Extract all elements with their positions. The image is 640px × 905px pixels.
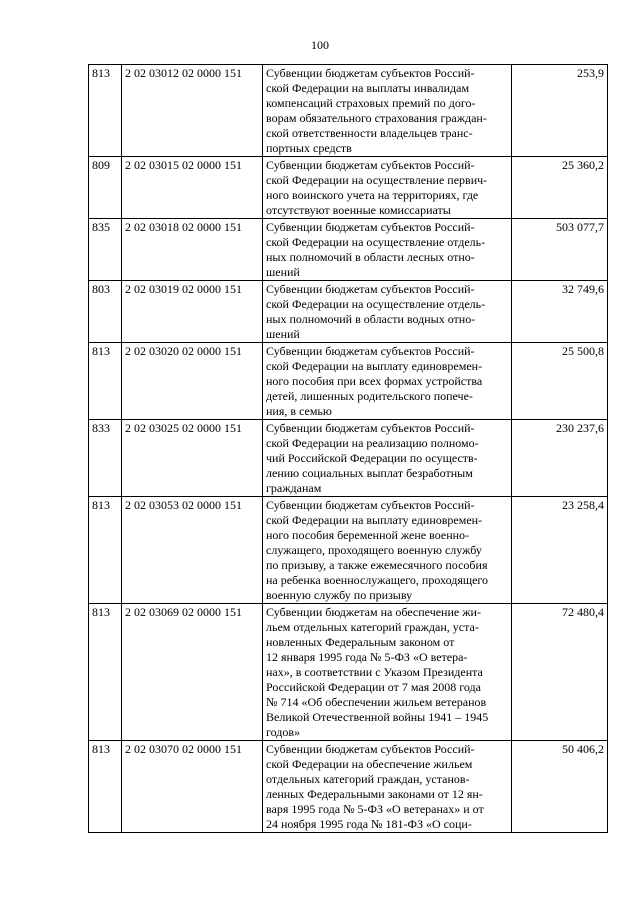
admin-code-cell: 833 bbox=[89, 420, 122, 497]
table-row bbox=[89, 219, 608, 281]
admin-code-cell: 809 bbox=[89, 157, 122, 219]
description-cell bbox=[263, 219, 512, 281]
classification-code-cell: 2 02 03020 02 0000 151 bbox=[122, 343, 263, 420]
table-row bbox=[89, 65, 608, 157]
amount-cell: 503 077,7 bbox=[512, 219, 608, 281]
classification-code-cell: 2 02 03025 02 0000 151 bbox=[122, 420, 263, 497]
amount-cell: 32 749,6 bbox=[512, 281, 608, 343]
classification-code-cell: 2 02 03070 02 0000 151 bbox=[122, 741, 263, 833]
admin-code-cell: 813 bbox=[89, 741, 122, 833]
admin-code-cell: 813 bbox=[89, 604, 122, 741]
amount-cell: 72 480,4 bbox=[512, 604, 608, 741]
classification-code-cell: 2 02 03069 02 0000 151 bbox=[122, 604, 263, 741]
classification-code-cell: 2 02 03053 02 0000 151 bbox=[122, 497, 263, 604]
description-cell bbox=[263, 343, 512, 420]
description-text: Субвенции бюджетам субъектов Россий- ской Федерации на осуществление отдель- ных полномочий в области водных отно- шений bbox=[266, 282, 486, 341]
amount-cell: 23 258,4 bbox=[512, 497, 608, 604]
amount-cell: 253,9 bbox=[512, 65, 608, 157]
amount-cell: 230 237,6 bbox=[512, 420, 608, 497]
amount-cell: 25 500,8 bbox=[512, 343, 608, 420]
description-text: Субвенции бюджетам субъектов Россий- ской Федерации на выплату единовремен- ного пособия при всех формах устройства детей, лишенных родительского попече- ния, в семью bbox=[266, 344, 483, 418]
classification-code-cell: 2 02 03018 02 0000 151 bbox=[122, 219, 263, 281]
admin-code-cell: 813 bbox=[89, 343, 122, 420]
table-row bbox=[89, 604, 608, 741]
table-row bbox=[89, 741, 608, 833]
description-cell bbox=[263, 157, 512, 219]
table-row bbox=[89, 157, 608, 219]
description-text: Субвенции бюджетам субъектов Россий- ской Федерации на выплату единовремен- ного пособия беременной жене военно- служащего, проходящего военную службу по призыву, а также ежемесячного пособия на ребенка военнослужащего, проходящего военную службу по призыву bbox=[266, 498, 489, 602]
admin-code-cell: 813 bbox=[89, 65, 122, 157]
description-cell bbox=[263, 741, 512, 833]
budget-table bbox=[88, 64, 608, 833]
description-text: Субвенции бюджетам субъектов Россий- ской Федерации на реализацию полномо- чий Российской Федерации по осуществ- лению социальных выплат безработным гражданам bbox=[266, 421, 479, 495]
admin-code-cell: 813 bbox=[89, 497, 122, 604]
description-cell bbox=[263, 420, 512, 497]
description-cell bbox=[263, 497, 512, 604]
description-cell bbox=[263, 604, 512, 741]
admin-code-cell: 803 bbox=[89, 281, 122, 343]
amount-cell: 50 406,2 bbox=[512, 741, 608, 833]
classification-code-cell: 2 02 03019 02 0000 151 bbox=[122, 281, 263, 343]
admin-code-cell: 835 bbox=[89, 219, 122, 281]
table-row bbox=[89, 420, 608, 497]
description-cell bbox=[263, 65, 512, 157]
table-row bbox=[89, 281, 608, 343]
description-text: Субвенции бюджетам субъектов Россий- ской Федерации на осуществление первич- ного воинского учета на территориях, где отсутствуют военные комиссариаты bbox=[266, 158, 488, 217]
classification-code-cell: 2 02 03015 02 0000 151 bbox=[122, 157, 263, 219]
page-number: 100 bbox=[311, 38, 329, 52]
table-row bbox=[89, 343, 608, 420]
description-text: Субвенции бюджетам субъектов Россий- ской Федерации на осуществление отдель- ных полномочий в области лесных отно- шений bbox=[266, 220, 486, 279]
description-text: Субвенции бюджетам на обеспечение жи- льем отдельных категорий граждан, уста- новленных Федеральным законом от 12 января 1995 года № 5-ФЗ «О ветера- нах», в соответствии с Указом Президента Российской Федерации от 7 мая 2008 года № 714 «Об обеспечении жильем ветеранов Великой Отечественной войны 1941 – 1945 годов» bbox=[266, 605, 489, 739]
description-text: Субвенции бюджетам субъектов Россий- ской Федерации на выплаты инвалидам компенсаций страховых премий по дого- ворам обязательного страхования граждан- ской ответственности владельцев транс- портных средств bbox=[266, 66, 487, 155]
description-cell bbox=[263, 281, 512, 343]
classification-code-cell: 2 02 03012 02 0000 151 bbox=[122, 65, 263, 157]
table-row bbox=[89, 497, 608, 604]
description-text: Субвенции бюджетам субъектов Россий- ской Федерации на обеспечение жильем отдельных категорий граждан, установ- ленных Федеральными законами от 12 ян- варя 1995 года № 5-ФЗ «О ветеранах» и от 24 ноября 1995 года № 181-ФЗ «О соци- bbox=[266, 742, 484, 831]
amount-cell: 25 360,2 bbox=[512, 157, 608, 219]
budget-table-body bbox=[89, 65, 608, 833]
